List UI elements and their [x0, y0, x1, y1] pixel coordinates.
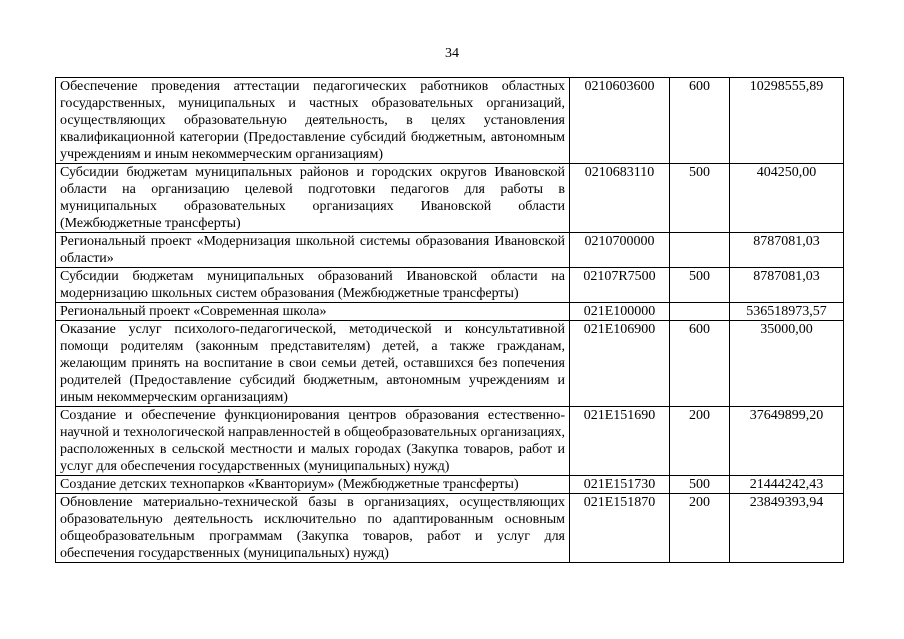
row-description: Обновление материально-технической базы в организациях, осуществляющих образовательную деятельность исключительно по адаптированным основным общеобразовательным программам (Закупка товаров, работ и услуг для обеспечения государственных (муниципальных) нужд) — [56, 494, 570, 563]
row-amount: 10298555,89 — [730, 78, 844, 164]
table-row — [56, 476, 844, 494]
budget-table — [55, 77, 844, 563]
row-expense-type: 500 — [670, 268, 730, 303]
row-expense-type — [670, 233, 730, 268]
table-row — [56, 494, 844, 563]
table-row — [56, 407, 844, 476]
row-amount: 23849393,94 — [730, 494, 844, 563]
row-description: Региональный проект «Модернизация школьной системы образования Ивановской области» — [56, 233, 570, 268]
row-target-code: 021E151870 — [570, 494, 670, 563]
row-description: Субсидии бюджетам муниципальных образований Ивановской области на модернизацию школьных систем образования (Межбюджетные трансферты) — [56, 268, 570, 303]
row-target-code: 0210683110 — [570, 164, 670, 233]
row-expense-type: 500 — [670, 164, 730, 233]
row-description: Региональный проект «Современная школа» — [56, 303, 570, 321]
table-row — [56, 303, 844, 321]
table-row — [56, 233, 844, 268]
row-target-code: 021E151690 — [570, 407, 670, 476]
row-description: Субсидии бюджетам муниципальных районов и городских округов Ивановской области на организацию целевой подготовки педагогов для работы в муниципальных образовательных организациях Ивановской области (Межбюджетные трансферты) — [56, 164, 570, 233]
row-expense-type: 500 — [670, 476, 730, 494]
row-description: Создание и обеспечение функционирования центров образования естественно-научной и технологической направленностей в общеобразовательных организациях, расположенных в сельской местности и малых городах (Закупка товаров, работ и услуг для обеспечения государственных (муниципальных) нужд) — [56, 407, 570, 476]
row-expense-type: 200 — [670, 407, 730, 476]
row-target-code: 021E100000 — [570, 303, 670, 321]
row-amount: 35000,00 — [730, 321, 844, 407]
row-expense-type: 600 — [670, 78, 730, 164]
row-expense-type: 200 — [670, 494, 730, 563]
row-description: Создание детских технопарков «Кванториум» (Межбюджетные трансферты) — [56, 476, 570, 494]
table-row — [56, 268, 844, 303]
row-amount: 8787081,03 — [730, 268, 844, 303]
row-description: Оказание услуг психолого-педагогической, методической и консультативной помощи родителям (законным представителям) детей, а также гражданам, желающим принять на воспитание в свои семьи детей, оставшихся без попечения родителей (Предоставление субсидий бюджетным, автономным учреждениям и иным некоммерческим организациям) — [56, 321, 570, 407]
table-row — [56, 164, 844, 233]
row-target-code: 0210603600 — [570, 78, 670, 164]
row-target-code: 02107R7500 — [570, 268, 670, 303]
row-target-code: 021E151730 — [570, 476, 670, 494]
row-amount: 404250,00 — [730, 164, 844, 233]
row-amount: 37649899,20 — [730, 407, 844, 476]
row-target-code: 0210700000 — [570, 233, 670, 268]
row-expense-type: 600 — [670, 321, 730, 407]
row-amount: 21444242,43 — [730, 476, 844, 494]
row-amount: 8787081,03 — [730, 233, 844, 268]
table-row — [56, 78, 844, 164]
row-amount: 536518973,57 — [730, 303, 844, 321]
table-row — [56, 321, 844, 407]
row-target-code: 021E106900 — [570, 321, 670, 407]
page-number: 34 — [445, 46, 459, 61]
row-description: Обеспечение проведения аттестации педагогических работников областных государственных, муниципальных и частных образовательных организаций, осуществляющих образовательную деятельность, в целях установления квалификационной категории (Предоставление субсидий бюджетным, автономным учреждениям и иным некоммерческим организациям) — [56, 78, 570, 164]
row-expense-type — [670, 303, 730, 321]
